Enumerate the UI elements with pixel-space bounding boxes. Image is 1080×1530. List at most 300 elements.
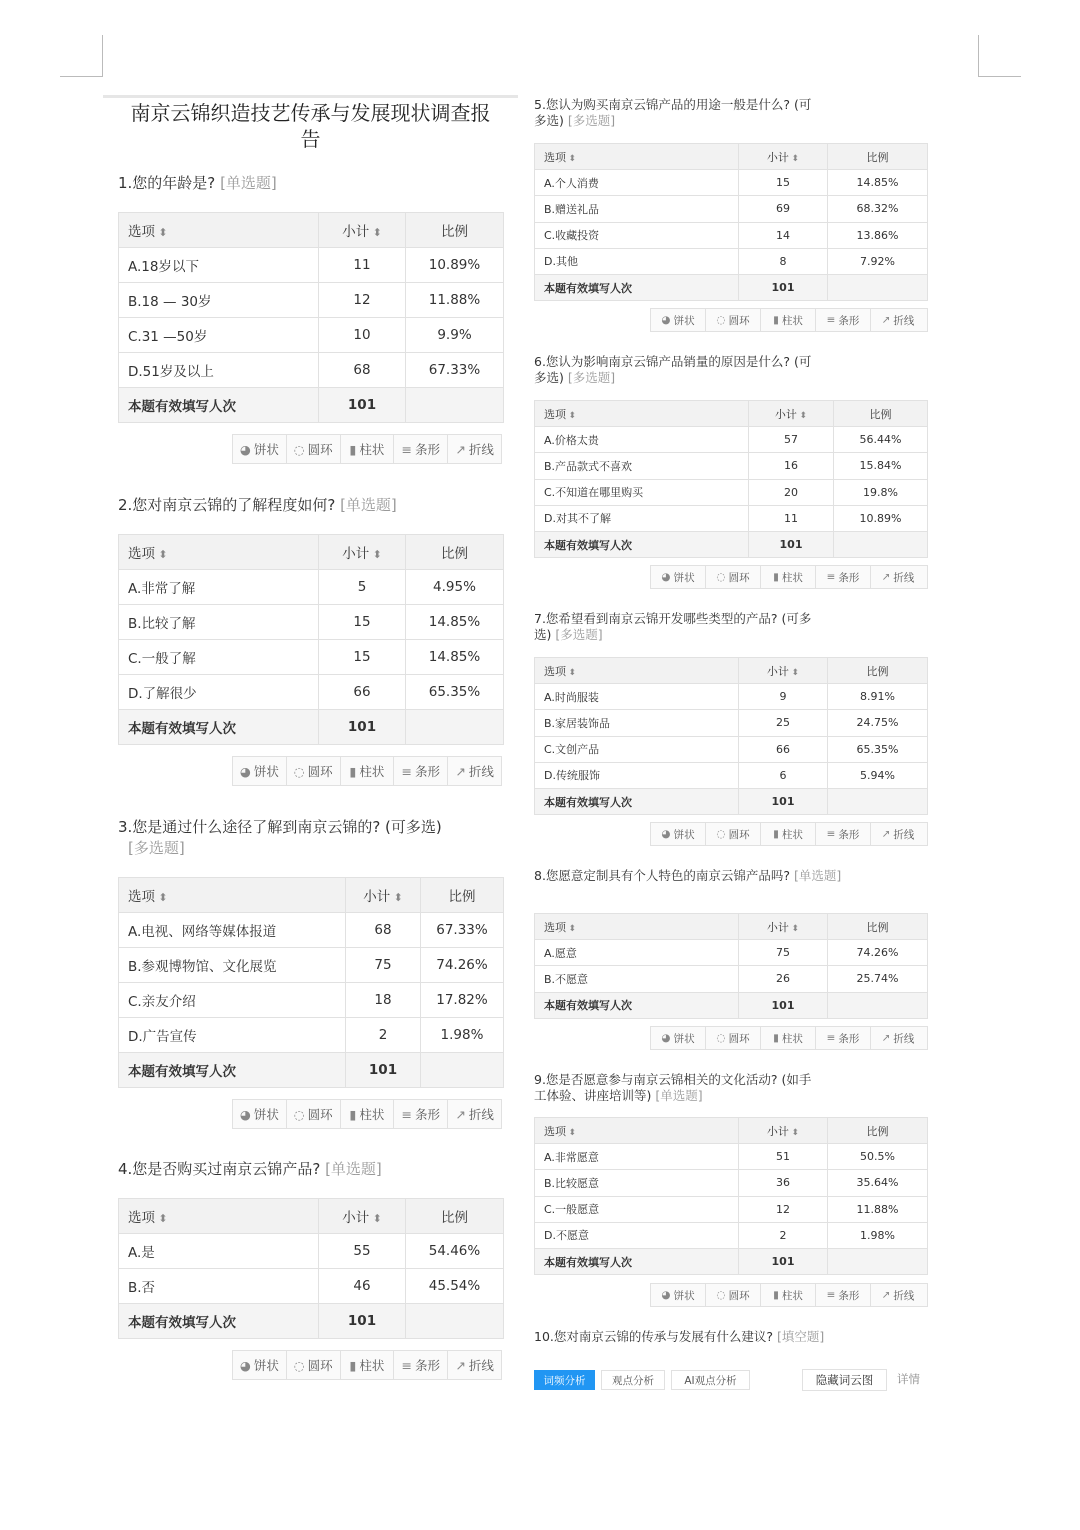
count-cell-text: 2 — [378, 1027, 388, 1043]
count-cell — [739, 222, 828, 248]
chart-button-label: 圆环 — [307, 764, 333, 779]
line-icon: ↗ — [455, 1106, 466, 1122]
count-cell — [739, 762, 828, 788]
ratio-cell-text: 35.64% — [856, 1176, 899, 1190]
chart-button-label: 饼状 — [673, 1032, 695, 1045]
option-cell-text: D.不愿意 — [544, 1229, 589, 1243]
option-cell — [535, 736, 739, 762]
count-cell-text: 66 — [353, 684, 371, 700]
count-cell-text: 6 — [779, 768, 787, 782]
chart-button-label: 柱状 — [359, 442, 385, 457]
count-cell-text: 68 — [374, 922, 392, 938]
option-cell — [535, 966, 739, 992]
question-text-cont: 多选) — [534, 113, 564, 128]
option-header-text: 选项 — [544, 150, 566, 164]
pie-icon: ◕ — [239, 1106, 251, 1122]
question-text: 3.您是通过什么途径了解到南京云锦的? (可多选) — [118, 818, 442, 836]
chart-button-hbar[interactable] — [816, 1027, 871, 1049]
count-header-text: 小计 — [363, 889, 391, 905]
count-header[interactable] — [739, 1118, 828, 1144]
sort-icon[interactable]: ⬍ — [369, 1212, 382, 1225]
ratio-cell-text: 56.44% — [859, 433, 902, 447]
option-cell-text: C.亲友介绍 — [128, 994, 196, 1010]
chart-button-line[interactable] — [871, 1284, 925, 1306]
option-cell-text: A.愿意 — [544, 946, 577, 960]
question-type-tag: [单选题] — [340, 496, 397, 514]
hbar-icon: ≡ — [826, 1032, 836, 1044]
sort-icon[interactable]: ⬍ — [155, 226, 168, 239]
count-cell-text: 15 — [353, 649, 371, 665]
total-label-cell-text: 本题有效填写人次 — [544, 538, 632, 552]
chart-button-label: 圆环 — [728, 314, 750, 327]
count-cell-text: 9 — [779, 690, 787, 704]
question-text-cont: 多选) — [534, 370, 564, 385]
chart-button-label: 饼状 — [673, 314, 695, 327]
chart-button-hbar[interactable] — [816, 823, 871, 845]
table-row — [535, 940, 928, 966]
ring-icon: ◌ — [716, 828, 726, 840]
ratio-cell-text: 13.86% — [856, 228, 899, 242]
ratio-header-text: 比例 — [441, 224, 468, 240]
chart-button-pie[interactable] — [651, 566, 706, 588]
ring-icon: ◌ — [716, 1032, 726, 1044]
ratio-cell-text: 9.9% — [437, 327, 472, 343]
chart-button-label: 折线 — [893, 314, 915, 327]
chart-button-label: 条形 — [415, 764, 441, 779]
total-label-cell — [535, 531, 749, 557]
question-text: 8.您愿意定制具有个人特色的南京云锦产品吗? — [534, 868, 791, 883]
count-cell-text: 18 — [374, 992, 392, 1008]
count-cell-text: 11 — [784, 511, 798, 525]
line-icon: ↗ — [455, 763, 466, 779]
chart-button-ring[interactable] — [706, 309, 761, 331]
chart-button-pie[interactable] — [651, 1284, 706, 1306]
ratio-cell-text: 25.74% — [856, 972, 899, 986]
question-text: 10.您对南京云锦的传承与发展有什么建议? — [534, 1329, 774, 1344]
option-cell — [535, 248, 739, 274]
chart-button-hbar[interactable] — [816, 566, 871, 588]
option-header-text: 选项 — [128, 224, 155, 240]
ratio-cell-text: 54.46% — [428, 1243, 481, 1259]
sort-icon[interactable]: ⬍ — [788, 923, 800, 934]
total-label-cell — [535, 788, 739, 814]
ratio-cell — [828, 710, 928, 736]
count-header[interactable] — [739, 914, 828, 940]
option-cell-text: D.了解很少 — [128, 686, 197, 702]
sort-icon[interactable]: ⬍ — [788, 153, 800, 164]
question-9-table — [534, 1117, 928, 1275]
option-cell-text: D.其他 — [544, 255, 578, 269]
pie-icon: ◕ — [239, 1357, 251, 1373]
opinion-analysis-tab[interactable]: 观点分析 — [601, 1370, 665, 1390]
question-text: 4.您是否购买过南京云锦产品? — [118, 1160, 321, 1178]
total-label-cell — [535, 274, 739, 300]
option-header-text: 选项 — [128, 889, 155, 905]
option-cell — [535, 427, 749, 453]
chart-button-bar[interactable] — [761, 309, 816, 331]
total-label-cell — [535, 992, 739, 1018]
option-cell-text: A.价格太贵 — [544, 433, 599, 447]
ratio-cell-text: 45.54% — [428, 1278, 481, 1294]
question-10-title — [534, 1329, 927, 1345]
count-cell — [739, 170, 828, 196]
count-cell-text: 51 — [776, 1150, 790, 1164]
ratio-cell-text: 11.88% — [856, 1202, 899, 1216]
table-row — [535, 966, 928, 992]
line-icon: ↗ — [881, 571, 891, 583]
ratio-cell — [828, 248, 928, 274]
chart-button-line[interactable] — [871, 566, 925, 588]
title-line-2: 告 — [300, 127, 321, 151]
ratio-header-text: 比例 — [866, 920, 889, 934]
question-type-tag: [多选题] — [567, 370, 616, 385]
table-row — [535, 684, 928, 710]
count-cell-text: 5 — [357, 579, 367, 595]
chart-button-label: 饼状 — [253, 1358, 279, 1373]
table-header-row — [535, 914, 928, 940]
line-icon: ↗ — [881, 828, 891, 840]
chart-button-line[interactable] — [871, 1027, 925, 1049]
option-header[interactable] — [535, 914, 739, 940]
ratio-cell-text: 74.26% — [436, 957, 488, 973]
chart-button-pie[interactable] — [651, 823, 706, 845]
chart-button-label: 折线 — [893, 1289, 915, 1302]
count-cell-text: 16 — [784, 459, 798, 473]
ratio-cell-text: 4.95% — [433, 579, 476, 595]
table-total-row — [535, 274, 928, 300]
table-total-row — [535, 1248, 928, 1274]
table-row — [535, 170, 928, 196]
word-frequency-tab[interactable]: 词频分析 — [534, 1370, 595, 1390]
chart-button-label: 条形 — [838, 1032, 860, 1045]
question-text: 1.您的年龄是? — [118, 174, 216, 192]
ratio-cell-text: 17.82% — [436, 992, 488, 1008]
question-type-tag: [单选题] — [325, 1160, 382, 1178]
count-header-text: 小计 — [774, 407, 797, 421]
option-header[interactable] — [535, 144, 739, 170]
count-cell — [739, 940, 828, 966]
option-header[interactable] — [535, 1118, 739, 1144]
count-cell-text: 55 — [353, 1243, 371, 1259]
chart-button-ring[interactable] — [706, 823, 761, 845]
option-cell-text: D.对其不了解 — [544, 512, 611, 526]
option-header-text: 选项 — [544, 407, 566, 421]
hbar-icon: ≡ — [826, 571, 836, 583]
ratio-cell — [834, 453, 928, 479]
total-count-cell-text: 101 — [368, 1062, 398, 1078]
count-cell-text: 36 — [776, 1176, 790, 1190]
chart-button-bar[interactable] — [761, 1027, 816, 1049]
chart-button-label: 圆环 — [728, 828, 750, 841]
table-total-row — [535, 531, 928, 557]
chart-button-label: 条形 — [838, 571, 860, 584]
ratio-cell-text: 50.5% — [860, 1150, 895, 1164]
hbar-icon: ≡ — [826, 314, 836, 326]
question-7-title — [534, 611, 927, 643]
chart-button-label: 圆环 — [307, 1358, 333, 1373]
count-header-text: 小计 — [766, 1124, 789, 1138]
hbar-icon: ≡ — [826, 828, 836, 840]
chart-button-label: 柱状 — [781, 314, 803, 327]
sort-icon[interactable]: ⬍ — [566, 410, 577, 421]
option-cell-text: C.一般了解 — [128, 651, 196, 667]
sort-icon[interactable]: ⬍ — [369, 548, 382, 561]
question-text: 5.您认为购买南京云锦产品的用途一般是什么? (可 — [534, 97, 812, 112]
option-cell — [535, 222, 739, 248]
line-icon: ↗ — [881, 1289, 891, 1301]
total-count-cell-text: 101 — [771, 998, 795, 1012]
ratio-cell — [834, 505, 928, 531]
option-cell-text: A.电视、网络等媒体报道 — [128, 924, 277, 940]
ratio-header — [834, 401, 928, 427]
sort-icon[interactable]: ⬍ — [566, 667, 577, 678]
option-header-text: 选项 — [544, 664, 566, 678]
ring-icon: ◌ — [293, 1106, 305, 1122]
question-9-title — [534, 1072, 927, 1104]
bar-icon: ▮ — [349, 1106, 357, 1122]
question-text: 6.您认为影响南京云锦产品销量的原因是什么? (可 — [534, 354, 812, 369]
count-header-text: 小计 — [766, 664, 789, 678]
chart-button-hbar[interactable] — [816, 309, 871, 331]
ratio-cell — [828, 1222, 928, 1248]
option-cell — [535, 170, 739, 196]
sort-icon[interactable]: ⬍ — [369, 226, 382, 239]
option-cell-text: A.是 — [128, 1245, 155, 1261]
chart-button-label: 条形 — [838, 314, 860, 327]
chart-button-label: 圆环 — [307, 442, 333, 457]
total-label-cell — [535, 1248, 739, 1274]
ratio-cell-text: 14.85% — [856, 176, 899, 190]
question-text-cont: 工体验、讲座培训等) — [534, 1088, 652, 1103]
question-type-tag: [多选题] — [128, 839, 185, 857]
option-cell-text: B.18 — 30岁 — [128, 294, 212, 310]
total-ratio-cell — [828, 992, 928, 1018]
chart-button-line[interactable] — [871, 309, 925, 331]
chart-button-label: 柱状 — [359, 1358, 385, 1373]
option-cell-text: A.18岁以下 — [128, 259, 199, 275]
chart-button-label: 折线 — [468, 1358, 494, 1373]
table-row — [535, 1144, 928, 1170]
chart-button-label: 柱状 — [781, 571, 803, 584]
option-header-text: 选项 — [544, 920, 566, 934]
ratio-cell — [828, 222, 928, 248]
ratio-cell-text: 68.32% — [856, 202, 899, 216]
question-type-tag: [单选题] — [655, 1088, 703, 1103]
question-8-table — [534, 913, 928, 1019]
hbar-icon: ≡ — [826, 1289, 836, 1301]
table-header-row — [535, 144, 928, 170]
chart-button-pie[interactable] — [651, 1027, 706, 1049]
chart-button-label: 柱状 — [781, 828, 803, 841]
sort-icon[interactable]: ⬍ — [390, 891, 403, 904]
chart-button-hbar[interactable] — [816, 1284, 871, 1306]
option-cell — [535, 1196, 739, 1222]
question-5-title — [534, 97, 927, 129]
option-cell — [535, 479, 749, 505]
count-header[interactable] — [749, 401, 834, 427]
sort-icon[interactable]: ⬍ — [155, 548, 168, 561]
total-label-cell-text: 本题有效填写人次 — [128, 1064, 236, 1080]
ratio-header-text: 比例 — [866, 664, 889, 678]
option-cell — [535, 505, 749, 531]
count-cell-text: 25 — [776, 716, 790, 730]
chart-button-bar[interactable] — [761, 1284, 816, 1306]
ratio-cell-text: 10.89% — [428, 257, 481, 273]
sort-icon[interactable]: ⬍ — [155, 891, 168, 904]
total-count-cell-text: 101 — [347, 719, 377, 735]
count-cell-text: 10 — [353, 327, 371, 343]
chart-button-bar[interactable] — [761, 566, 816, 588]
bar-icon: ▮ — [773, 314, 779, 326]
ratio-cell-text: 65.35% — [856, 742, 899, 756]
count-header[interactable] — [739, 658, 828, 684]
option-header-text: 选项 — [544, 1124, 566, 1138]
line-icon: ↗ — [455, 1357, 466, 1373]
ratio-header-text: 比例 — [866, 150, 889, 164]
ring-icon: ◌ — [716, 571, 726, 583]
total-ratio-cell — [828, 1248, 928, 1274]
total-label-cell-text: 本题有效填写人次 — [128, 399, 236, 415]
count-header-text: 小计 — [342, 1210, 370, 1226]
bar-icon: ▮ — [773, 1032, 779, 1044]
chart-button-label: 柱状 — [359, 1107, 385, 1122]
total-ratio-cell — [828, 788, 928, 814]
bar-icon: ▮ — [773, 1289, 779, 1301]
chart-button-label: 饼状 — [253, 442, 279, 457]
ratio-cell-text: 67.33% — [428, 362, 481, 378]
ai-opinion-analysis-tab[interactable]: AI观点分析 — [671, 1370, 750, 1390]
sort-icon[interactable]: ⬍ — [788, 1127, 800, 1138]
count-cell — [739, 736, 828, 762]
total-label-cell-text: 本题有效填写人次 — [128, 721, 236, 737]
ratio-header-text: 比例 — [441, 1210, 468, 1226]
ratio-cell — [828, 762, 928, 788]
bar-icon: ▮ — [349, 763, 357, 779]
option-cell — [535, 196, 739, 222]
count-header-text: 小计 — [766, 920, 789, 934]
chart-button-label: 折线 — [468, 1107, 494, 1122]
option-cell — [535, 710, 739, 736]
sort-icon[interactable]: ⬍ — [566, 923, 577, 934]
question-type-tag: [多选题] — [567, 113, 616, 128]
sort-icon[interactable]: ⬍ — [796, 410, 808, 421]
chart-button-bar[interactable] — [761, 823, 816, 845]
ratio-cell-text: 14.85% — [428, 614, 481, 630]
chart-button-pie[interactable] — [651, 309, 706, 331]
ring-icon: ◌ — [293, 441, 305, 457]
chart-button-label: 条形 — [415, 1107, 441, 1122]
question-6-title — [534, 354, 927, 386]
chart-button-label: 折线 — [468, 442, 494, 457]
line-icon: ↗ — [881, 1032, 891, 1044]
count-header[interactable] — [739, 144, 828, 170]
option-cell-text: C.收藏投资 — [544, 229, 600, 243]
detail-link[interactable]: 详情 — [897, 1372, 920, 1386]
option-header-text: 选项 — [128, 1210, 155, 1226]
chart-button-label: 条形 — [415, 442, 441, 457]
hide-word-cloud-button[interactable]: 隐藏词云图 — [802, 1369, 887, 1391]
option-cell — [535, 762, 739, 788]
count-header-text: 小计 — [342, 546, 370, 562]
option-cell-text: B.比较了解 — [128, 616, 196, 632]
sort-icon[interactable]: ⬍ — [155, 1212, 168, 1225]
question-text: 7.您希望看到南京云锦开发哪些类型的产品? (可多 — [534, 611, 812, 626]
sort-icon[interactable]: ⬍ — [788, 667, 800, 678]
chart-button-label: 条形 — [838, 828, 860, 841]
chart-button-ring[interactable] — [706, 1284, 761, 1306]
ratio-cell — [834, 479, 928, 505]
chart-type-buttons — [650, 1283, 928, 1307]
chart-button-label: 饼状 — [673, 828, 695, 841]
option-cell-text: D.51岁及以上 — [128, 364, 214, 380]
question-type-tag: [单选题] — [794, 868, 842, 883]
count-cell-text: 57 — [784, 433, 798, 447]
total-label-cell-text: 本题有效填写人次 — [544, 281, 632, 295]
chart-button-ring[interactable] — [706, 1027, 761, 1049]
ratio-cell — [828, 684, 928, 710]
ratio-header — [828, 658, 928, 684]
sort-icon[interactable]: ⬍ — [566, 153, 577, 164]
total-count-cell-text: 101 — [779, 538, 803, 552]
question-text-cont: 选) — [534, 627, 552, 642]
ratio-cell — [828, 966, 928, 992]
count-cell — [739, 248, 828, 274]
total-count-cell-text: 101 — [771, 1255, 795, 1269]
bar-icon: ▮ — [349, 1357, 357, 1373]
ring-icon: ◌ — [293, 763, 305, 779]
pie-icon: ◕ — [661, 314, 671, 326]
count-cell — [739, 1196, 828, 1222]
chart-button-ring[interactable] — [706, 566, 761, 588]
chart-button-label: 圆环 — [307, 1107, 333, 1122]
count-cell — [739, 966, 828, 992]
ratio-cell-text: 11.88% — [428, 292, 481, 308]
ratio-header-text: 比例 — [448, 889, 476, 905]
ratio-cell-text: 1.98% — [860, 1228, 895, 1242]
count-cell — [739, 196, 828, 222]
option-header[interactable] — [535, 401, 749, 427]
table-row — [535, 1170, 928, 1196]
option-header[interactable] — [535, 658, 739, 684]
chart-button-label: 柱状 — [781, 1032, 803, 1045]
count-cell — [749, 453, 834, 479]
total-label-cell-text: 本题有效填写人次 — [544, 1255, 632, 1269]
question-5-table — [534, 143, 928, 301]
ratio-cell-text: 7.92% — [860, 254, 895, 268]
total-label-cell-text: 本题有效填写人次 — [544, 999, 632, 1013]
ratio-cell — [828, 1170, 928, 1196]
count-cell-text: 66 — [776, 742, 790, 756]
option-cell-text: B.比较愿意 — [544, 1176, 600, 1190]
pie-icon: ◕ — [239, 763, 251, 779]
count-cell-text: 69 — [776, 202, 790, 216]
ratio-cell-text: 8.91% — [860, 690, 895, 704]
chart-button-label: 折线 — [893, 828, 915, 841]
chart-button-label: 柱状 — [781, 1289, 803, 1302]
option-cell-text: B.否 — [128, 1280, 156, 1296]
line-icon: ↗ — [881, 314, 891, 326]
count-header-text: 小计 — [766, 150, 789, 164]
chart-button-line[interactable] — [871, 823, 925, 845]
option-cell — [535, 1222, 739, 1248]
title-line-1: 南京云锦织造技艺传承与发展现状调查报 — [130, 101, 491, 125]
chart-type-buttons — [650, 1026, 928, 1050]
question-text: 2.您对南京云锦的了解程度如何? — [118, 496, 336, 514]
total-count-cell-text: 101 — [347, 1313, 377, 1329]
sort-icon[interactable]: ⬍ — [566, 1127, 577, 1138]
count-cell-text: 46 — [353, 1278, 371, 1294]
ratio-header — [828, 914, 928, 940]
